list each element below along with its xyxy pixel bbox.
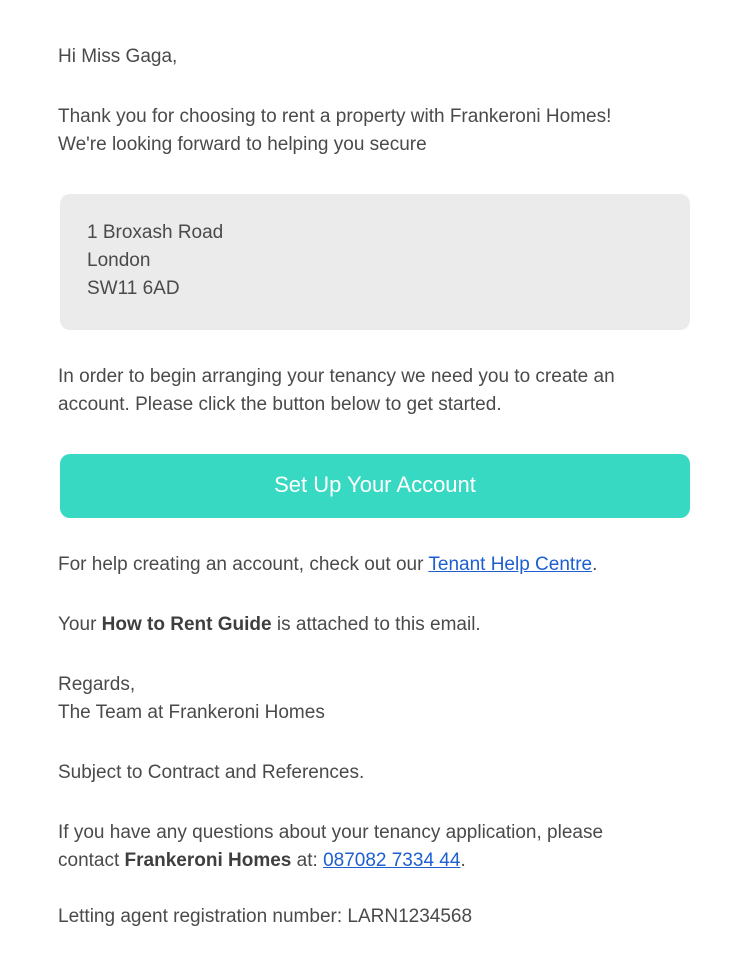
arrange-paragraph <box>58 363 698 419</box>
questions-paragraph <box>58 819 698 875</box>
guide-prefix: Your <box>58 614 102 635</box>
address-line-2: London <box>87 250 151 271</box>
registration-paragraph <box>58 903 698 931</box>
help-suffix: . <box>592 554 598 575</box>
questions-prefix: contact <box>58 850 125 871</box>
registration-number-text: Letting agent registration number: LARN1234568 <box>58 906 473 927</box>
arrange-line-1: In order to begin arranging your tenancy we need you to create an <box>58 366 615 387</box>
company-name: Frankeroni Homes <box>124 850 292 871</box>
phone-number-link[interactable]: 087082 7334 44 <box>323 850 461 871</box>
help-line <box>58 551 698 579</box>
questions-middle: at: <box>291 850 324 871</box>
address-line-3: SW11 6AD <box>87 278 180 299</box>
property-address-box <box>60 194 690 330</box>
help-prefix: For help creating an account, check out our <box>58 554 429 575</box>
regards-text: Regards, <box>58 674 136 695</box>
questions-line-1: If you have any questions about your tenancy application, please <box>58 822 604 843</box>
arrange-line-2: account. Please click the button below to get started. <box>58 394 502 415</box>
tenant-help-centre-link[interactable]: Tenant Help Centre <box>428 554 593 575</box>
questions-line-2 <box>58 847 698 875</box>
set-up-account-button[interactable]: Set Up Your Account <box>60 454 690 518</box>
signoff <box>58 671 698 727</box>
greeting-text: Hi Miss Gaga, <box>58 46 178 67</box>
guide-paragraph <box>58 611 698 639</box>
intro-line-2: We're looking forward to helping you secure <box>58 134 427 155</box>
intro-line-1: Thank you for choosing to rent a property with Frankeroni Homes! <box>58 106 612 127</box>
subject-to-contract-note <box>58 759 698 787</box>
intro-paragraph <box>58 103 698 159</box>
guide-line <box>58 611 698 639</box>
greeting <box>58 43 698 71</box>
team-signature: The Team at Frankeroni Homes <box>58 702 325 723</box>
guide-suffix: is attached to this email. <box>271 614 481 635</box>
how-to-rent-guide-name: How to Rent Guide <box>101 614 272 635</box>
address-line-1: 1 Broxash Road <box>87 222 224 243</box>
help-paragraph <box>58 551 698 579</box>
questions-suffix: . <box>460 850 466 871</box>
subject-note-text: Subject to Contract and References. <box>58 762 365 783</box>
